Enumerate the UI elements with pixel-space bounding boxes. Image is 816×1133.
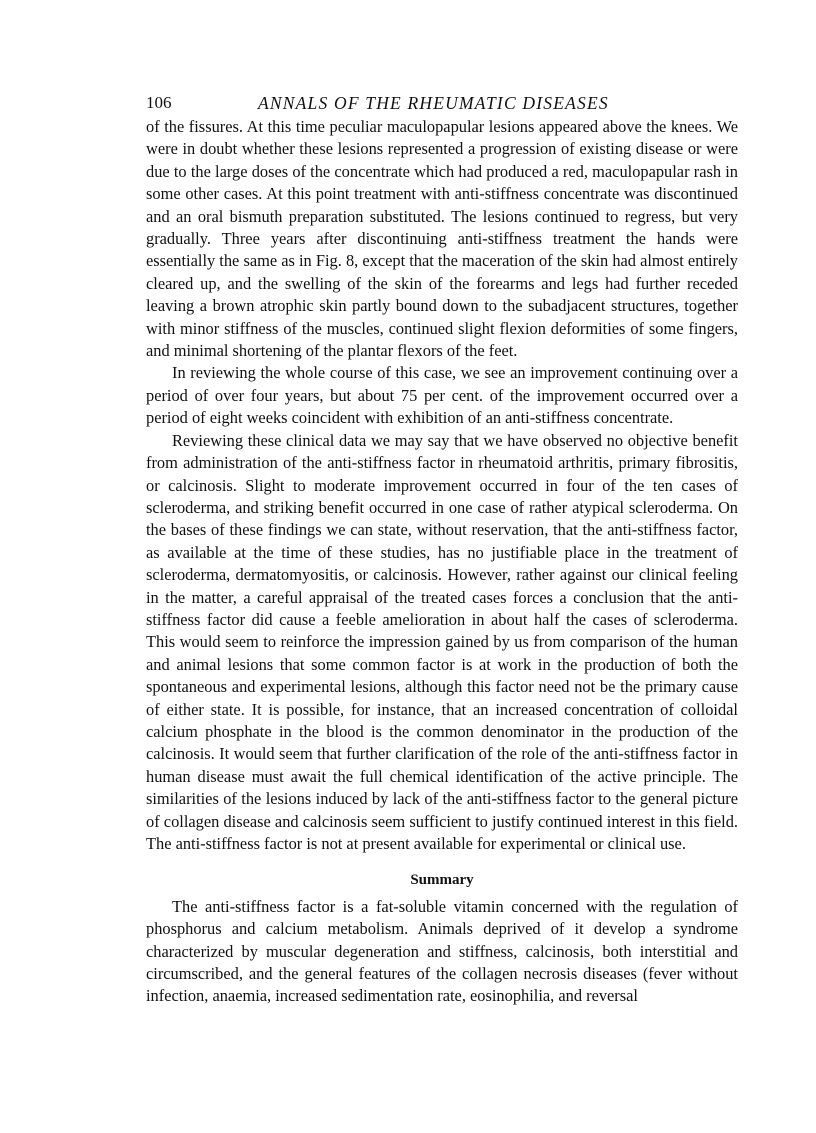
- paragraph-clinical-data: Reviewing these clinical data we may say that we have observed no objective benefit from administration of the anti-stiffness factor in rheumatoid arthritis, primary fibrositis, or calcinosis. Slight to moderate improvement occurred in four of the ten cases of scleroderma, and striking benefit occurred in one case of rather atypical scleroderma. On the bases of these findings we can state, without reservation, that the anti-stiffness factor, as available at the time of these studies, has no justifiable place in the treatment of scleroderma, dermatomyositis, or calcinosis. However, rather against our clinical feeling in the matter, a careful appraisal of the treated cases forces a conclusion that the anti-stiffness factor did cause a feeble amelioration in about half the cases of scleroderma. This would seem to reinforce the impression gained by us from comparison of the human and animal lesions that some common factor is at work in the production of both the spontaneous and experimental lesions, although this factor need not be the primary cause of either state. It is possible, for instance, that an increased concentration of colloidal calcium phosphate in the blood is the common denominator in the production of the calcinosis. It would seem that further clarification of the role of the anti-stiffness factor in human disease must await the full chemical identification of the active principle. The similarities of the lesions induced by lack of the anti-stiffness factor to the general picture of collagen disease and calcinosis seem sufficient to justify continued interest in this field. The anti-stiffness factor is not at present available for experimental or clinical use.: [146, 430, 738, 853]
- running-head: [146, 92, 738, 116]
- summary-paragraph: The anti-stiffness factor is a fat-soluble vitamin concerned with the regulation of phosphorus and calcium metabolism. Animals deprived of it develop a syndrome characterized by muscular degeneration and stiffness, calcinosis, both interstitial and circumscribed, and the general features of the collagen necrosis diseases (fever without infection, anaemia, increased sedimentation rate, eosinophilia, and reversal: [146, 896, 738, 1006]
- page-number: 106: [146, 93, 172, 112]
- summary-heading: Summary: [410, 872, 474, 889]
- paragraph-case-review: In reviewing the whole course of this case, we see an improvement continuing over a period of over four years, but about 75 per cent. of the improvement occurred over a period of eight weeks coincident with exhibition of an anti-stiffness concentrate.: [146, 363, 738, 428]
- journal-title: ANNALS OF THE RHEUMATIC DISEASES: [258, 93, 609, 113]
- journal-page: [146, 92, 738, 1008]
- paragraph-continuation: of the fissures. At this time peculiar maculopapular lesions appeared above the knees. We were in doubt whether these lesions represented a progression of existing disease or were due to the large doses of the concentrate which had produced a red, maculopapular rash in some other cases. At this point treatment with anti-stiffness concentrate was discontinued and an oral bismuth preparation substituted. The lesions continued to regress, but very gradually. Three years after discontinuing anti-stiffness treatment the hands were essentially the same as in Fig. 8, except that the maceration of the skin had almost entirely cleared up, and the swelling of the skin of the forearms and legs had further receded leaving a brown atrophic skin partly bound down to the subadjacent structures, together with minor stiffness of the muscles, continued slight flexion deformities of some fingers, and minimal shortening of the plantar flexors of the feet.: [146, 117, 738, 361]
